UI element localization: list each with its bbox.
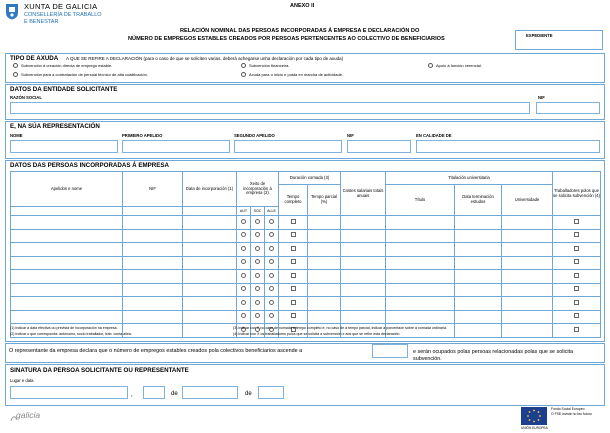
person-universidade-cell[interactable] [502, 216, 553, 230]
checkbox-square[interactable] [291, 219, 296, 224]
person-date-cell[interactable] [183, 324, 237, 338]
person-name-cell[interactable] [11, 256, 123, 270]
checkbox-square[interactable] [574, 259, 579, 264]
rep-nif-input[interactable] [347, 140, 411, 153]
person-universidade-cell[interactable] [502, 243, 553, 257]
person-name-cell[interactable] [11, 216, 123, 230]
col-name-spacer [11, 207, 123, 216]
aid-option-label: Subvención para a contratación de persoal técnico de alta cualificación. [21, 72, 148, 77]
person-aut-radio[interactable] [237, 243, 251, 257]
col-nif-header: NIF [123, 172, 183, 207]
person-tempo-completo-check[interactable] [279, 310, 308, 324]
person-nif-cell[interactable] [123, 310, 183, 324]
person-solicita-check[interactable] [553, 283, 601, 297]
persons-table [10, 171, 601, 338]
radio-circle[interactable] [241, 232, 246, 237]
de-label-2: de [245, 391, 252, 397]
person-nif-cell[interactable] [123, 270, 183, 284]
person-aut-radio[interactable] [237, 270, 251, 284]
radio-circle[interactable] [269, 232, 274, 237]
expediente-field[interactable] [524, 40, 600, 48]
entity-heading: DATOS DA ENTIDADE SOLICITANTE [10, 86, 118, 93]
person-costes-cell[interactable] [341, 310, 386, 324]
eu-fund-line2: O FSE inviste no teu futuro [551, 412, 592, 416]
checkbox-square[interactable] [291, 273, 296, 278]
aid-option-label: Subvención á creación directa de emprego estable. [21, 63, 113, 68]
person-tempo-parcial-cell[interactable] [308, 243, 341, 257]
person-solicita-check[interactable] [553, 324, 601, 338]
person-titulo-cell[interactable] [386, 297, 455, 311]
declaration-text-after: e serán ocupados polas persoas relacionadas polas que se solicita subvención. [413, 349, 574, 363]
col-universidade-header: Universidade [502, 185, 553, 216]
signature-heading: SINATURA DA PERSOA SOLICITANTE OU REPRESENTANTE [10, 367, 189, 374]
person-nif-cell[interactable] [123, 256, 183, 270]
col-tempo-parcial-header: Tempo parcial (%) [308, 185, 341, 216]
radio-circle[interactable] [241, 300, 246, 305]
col-tempo-completo-header: Tempo completo [279, 185, 308, 216]
col-aut-header: AUT [237, 207, 251, 216]
person-soc-radio[interactable] [251, 310, 265, 324]
person-titulo-cell[interactable] [386, 216, 455, 230]
person-aut-radio[interactable] [237, 229, 251, 243]
title-line2: NÚMERO DE EMPREGOS ESTABLES CREADOS POR PERSOAS PERTENCENTES AO COLECTIVO DE BENEFICIARIOS [128, 36, 445, 42]
eu-union-label: UNIÓN EUROPEA [521, 426, 548, 430]
table-row [11, 283, 601, 297]
person-date-cell[interactable] [183, 310, 237, 324]
checkbox-square[interactable] [574, 246, 579, 251]
radio-circle[interactable] [255, 259, 260, 264]
person-alle-radio[interactable] [265, 229, 279, 243]
person-alle-radio[interactable] [265, 283, 279, 297]
table-row [11, 216, 601, 230]
table-row [11, 229, 601, 243]
col-date-header: Data de incorporación (1) [183, 172, 237, 207]
dept-line1: CONSELLERÍA DE TRABALLO [24, 12, 102, 18]
aid-option-radio[interactable] [13, 63, 18, 68]
year-input[interactable] [258, 386, 284, 399]
xunta-logo-icon [5, 3, 19, 20]
col-name-header: Apelidos e nome [11, 172, 123, 207]
person-aut-radio[interactable] [237, 283, 251, 297]
person-data-terminacion-cell[interactable] [455, 229, 502, 243]
radio-circle[interactable] [241, 273, 246, 278]
radio-circle[interactable] [255, 286, 260, 291]
person-solicita-check[interactable] [553, 310, 601, 324]
person-aut-radio[interactable] [237, 297, 251, 311]
person-costes-cell[interactable] [341, 216, 386, 230]
footnote-2: (2) Indicar o que corresponda: autónomo, socio traballador, trab. conta allea. [10, 332, 132, 336]
radio-circle[interactable] [241, 246, 246, 251]
title-line1: RELACIÓN NOMINAL DAS PERSOAS INCORPORADAS Á EMPRESA E DECLARACIÓN DO [180, 28, 420, 34]
aid-type-subheading: A QUE SE REFIRE A DECLARACIÓN (para o caso de que se soliciten varias, deberá achegarse unha declaración por cada tipo de axuda) [66, 56, 344, 61]
person-name-cell[interactable] [11, 297, 123, 311]
person-aut-radio[interactable] [237, 256, 251, 270]
checkbox-square[interactable] [291, 313, 296, 318]
person-data-terminacion-cell[interactable] [455, 297, 502, 311]
person-tempo-parcial-cell[interactable] [308, 256, 341, 270]
person-costes-cell[interactable] [341, 283, 386, 297]
checkbox-square[interactable] [574, 286, 579, 291]
col-data-terminacion-header: Data terminación estudos [455, 185, 502, 216]
person-soc-radio[interactable] [251, 270, 265, 284]
aid-option-label: Subvención financeira. [249, 63, 290, 68]
person-tempo-completo-check[interactable] [279, 283, 308, 297]
person-data-terminacion-cell[interactable] [455, 324, 502, 338]
checkbox-square[interactable] [574, 327, 579, 332]
person-tempo-completo-check[interactable] [279, 229, 308, 243]
rep-nome-label: NOME [10, 133, 23, 138]
radio-circle[interactable] [241, 219, 246, 224]
table-row [11, 256, 601, 270]
col-nif-spacer [123, 207, 183, 216]
table-row [11, 270, 601, 284]
person-aut-radio[interactable] [237, 310, 251, 324]
person-soc-radio[interactable] [251, 243, 265, 257]
person-data-terminacion-cell[interactable] [455, 310, 502, 324]
person-nif-cell[interactable] [123, 243, 183, 257]
person-universidade-cell[interactable] [502, 270, 553, 284]
radio-circle[interactable] [269, 246, 274, 251]
person-titulo-cell[interactable] [386, 243, 455, 257]
radio-circle[interactable] [255, 246, 260, 251]
checkbox-square[interactable] [574, 219, 579, 224]
person-nif-cell[interactable] [123, 283, 183, 297]
person-universidade-cell[interactable] [502, 310, 553, 324]
eu-fund-line1: Fondo Social Europeo [551, 407, 585, 411]
person-soc-radio[interactable] [251, 297, 265, 311]
expediente-label: EXPEDIENTE [526, 33, 553, 38]
person-date-cell[interactable] [183, 243, 237, 257]
person-universidade-cell[interactable] [502, 256, 553, 270]
de-label-1: de [171, 391, 178, 397]
radio-circle[interactable] [269, 300, 274, 305]
rep-apelido2-label: SEGUNDO APELIDO [234, 133, 275, 138]
person-name-cell[interactable] [11, 243, 123, 257]
person-name-cell[interactable] [11, 270, 123, 284]
person-solicita-check[interactable] [553, 229, 601, 243]
aid-option-radio[interactable] [241, 63, 246, 68]
person-costes-cell[interactable] [341, 297, 386, 311]
annex-label: ANEXO II [290, 3, 315, 9]
person-titulo-cell[interactable] [386, 283, 455, 297]
person-nif-cell[interactable] [123, 297, 183, 311]
checkbox-square[interactable] [291, 232, 296, 237]
radio-circle[interactable] [241, 259, 246, 264]
col-titulacion-header: Titulación universitaria [386, 172, 553, 185]
person-alle-radio[interactable] [265, 297, 279, 311]
galicia-logo-text: galicia [16, 410, 41, 420]
person-tempo-parcial-cell[interactable] [308, 270, 341, 284]
person-universidade-cell[interactable] [502, 229, 553, 243]
person-titulo-cell[interactable] [386, 270, 455, 284]
person-tempo-completo-check[interactable] [279, 256, 308, 270]
person-tempo-parcial-cell[interactable] [308, 229, 341, 243]
col-date-spacer [183, 207, 237, 216]
table-row [11, 297, 601, 311]
checkbox-square[interactable] [574, 232, 579, 237]
person-data-terminacion-cell[interactable] [455, 216, 502, 230]
person-tempo-parcial-cell[interactable] [308, 310, 341, 324]
razon-social-input[interactable] [10, 102, 530, 114]
radio-circle[interactable] [269, 219, 274, 224]
radio-circle[interactable] [255, 300, 260, 305]
checkbox-square[interactable] [291, 300, 296, 305]
aid-option-radio[interactable] [241, 72, 246, 77]
person-soc-radio[interactable] [251, 283, 265, 297]
rep-nif-label: NIF [347, 133, 354, 138]
col-costes-header: Costes salariais totais anuais [341, 172, 386, 216]
radio-circle[interactable] [255, 273, 260, 278]
person-costes-cell[interactable] [341, 270, 386, 284]
col-soc-header: SOC [251, 207, 265, 216]
person-date-cell[interactable] [183, 256, 237, 270]
person-data-terminacion-cell[interactable] [455, 256, 502, 270]
col-titulo-header: Título [386, 185, 455, 216]
checkbox-square[interactable] [574, 300, 579, 305]
person-alle-radio[interactable] [265, 270, 279, 284]
person-tempo-parcial-cell[interactable] [308, 216, 341, 230]
person-date-cell[interactable] [183, 283, 237, 297]
radio-circle[interactable] [255, 232, 260, 237]
entity-nif-label: NIF [538, 95, 545, 100]
person-tempo-completo-check[interactable] [279, 297, 308, 311]
table-row [11, 310, 601, 324]
person-alle-radio[interactable] [265, 216, 279, 230]
persons-heading: DATOS DAS PERSOAS INCORPORADAS Á EMPRESA [10, 162, 169, 169]
person-nif-cell[interactable] [123, 229, 183, 243]
checkbox-square[interactable] [574, 273, 579, 278]
place-date-label: Lugar e data [10, 378, 34, 383]
person-universidade-cell[interactable] [502, 283, 553, 297]
aid-option-label: Axuda para o inicio e posta en marcha de actividade. [249, 72, 344, 77]
person-soc-radio[interactable] [251, 229, 265, 243]
person-titulo-cell[interactable] [386, 256, 455, 270]
person-solicita-check[interactable] [553, 243, 601, 257]
person-date-cell[interactable] [183, 297, 237, 311]
person-solicita-check[interactable] [553, 216, 601, 230]
person-titulo-cell[interactable] [386, 310, 455, 324]
person-titulo-cell[interactable] [386, 229, 455, 243]
person-date-cell[interactable] [183, 270, 237, 284]
person-alle-radio[interactable] [265, 243, 279, 257]
col-duracion-header: Duración xornada (3) [279, 172, 341, 185]
person-data-terminacion-cell[interactable] [455, 283, 502, 297]
col-xeito-header: Xeito de incorporación á empresa (2) [237, 172, 279, 207]
checkbox-square[interactable] [291, 246, 296, 251]
person-tempo-completo-check[interactable] [279, 243, 308, 257]
person-aut-radio[interactable] [237, 216, 251, 230]
person-date-cell[interactable] [183, 229, 237, 243]
rep-apelido2-input[interactable] [234, 140, 342, 153]
col-traballadores-header: Traballadores polos que se solicita subvención (4) [553, 172, 601, 216]
radio-circle[interactable] [241, 313, 246, 318]
radio-circle[interactable] [269, 259, 274, 264]
person-tempo-completo-check[interactable] [279, 270, 308, 284]
radio-circle[interactable] [269, 313, 274, 318]
declaration-text-before: O representante da empresa declara que o número de empregos estables creados pola colectivos beneficiarios ascende a [9, 348, 303, 354]
radio-circle[interactable] [269, 273, 274, 278]
person-solicita-check[interactable] [553, 297, 601, 311]
place-input[interactable] [10, 386, 128, 399]
person-data-terminacion-cell[interactable] [455, 243, 502, 257]
person-tempo-parcial-cell[interactable] [308, 283, 341, 297]
representative-heading: E, NA SÚA REPRESENTACIÓN [10, 123, 100, 130]
org-name: XUNTA DE GALICIA [24, 2, 98, 11]
person-solicita-check[interactable] [553, 270, 601, 284]
aid-option-label: Apoio á función xerencial. [436, 63, 482, 68]
person-costes-cell[interactable] [341, 229, 386, 243]
radio-circle[interactable] [255, 219, 260, 224]
table-row [11, 243, 601, 257]
rep-calidade-label: EN CALIDADE DE [416, 133, 452, 138]
person-nif-cell[interactable] [123, 216, 183, 230]
aid-option-radio[interactable] [13, 72, 18, 77]
footnote-1: (1) Indicar a data efectiva ou prevista de incorporación na empresa. [10, 326, 118, 330]
aid-type-heading: TIPO DE AXUDA [10, 55, 59, 62]
person-name-cell[interactable] [11, 229, 123, 243]
comma-separator: , [131, 392, 133, 398]
month-input[interactable] [182, 386, 238, 399]
person-universidade-cell[interactable] [502, 324, 553, 338]
rep-nome-input[interactable] [10, 140, 118, 153]
person-universidade-cell[interactable] [502, 297, 553, 311]
rep-calidade-input[interactable] [416, 140, 600, 153]
checkbox-square[interactable] [291, 286, 296, 291]
person-data-terminacion-cell[interactable] [455, 270, 502, 284]
footnote-3: (3) Indicar cun X no caso de xornada a tempo completo e, no caso de a tempo parcial, indicar a porcentaxe sobre a xornada ordinaria. [233, 326, 447, 330]
rep-apelido1-label: PRIMEIRO APELIDO [122, 133, 163, 138]
person-name-cell[interactable] [11, 283, 123, 297]
person-name-cell[interactable] [11, 310, 123, 324]
person-tempo-completo-check[interactable] [279, 216, 308, 230]
person-alle-radio[interactable] [265, 256, 279, 270]
checkbox-square[interactable] [291, 259, 296, 264]
radio-circle[interactable] [255, 313, 260, 318]
day-input[interactable] [143, 386, 165, 399]
rep-apelido1-input[interactable] [122, 140, 230, 153]
razon-social-label: RAZÓN SOCIAL [10, 95, 42, 100]
person-costes-cell[interactable] [341, 256, 386, 270]
radio-circle[interactable] [269, 286, 274, 291]
col-alle-header: ALLE [265, 207, 279, 216]
radio-circle[interactable] [241, 286, 246, 291]
person-tempo-parcial-cell[interactable] [308, 297, 341, 311]
eu-flag-icon [521, 407, 547, 425]
aid-option-radio[interactable] [428, 63, 433, 68]
person-alle-radio[interactable] [265, 310, 279, 324]
person-solicita-check[interactable] [553, 256, 601, 270]
footnote-4: (4) Indicar cun X os traballadores polos que se solicita a subvención e aos que se refire esta declaración. [233, 332, 401, 336]
entity-nif-input[interactable] [536, 102, 600, 114]
dept-line2: E BENESTAR [24, 19, 59, 25]
checkbox-square[interactable] [574, 313, 579, 318]
declaration-count-input[interactable] [372, 344, 408, 358]
person-date-cell[interactable] [183, 216, 237, 230]
person-soc-radio[interactable] [251, 256, 265, 270]
person-soc-radio[interactable] [251, 216, 265, 230]
person-costes-cell[interactable] [341, 243, 386, 257]
